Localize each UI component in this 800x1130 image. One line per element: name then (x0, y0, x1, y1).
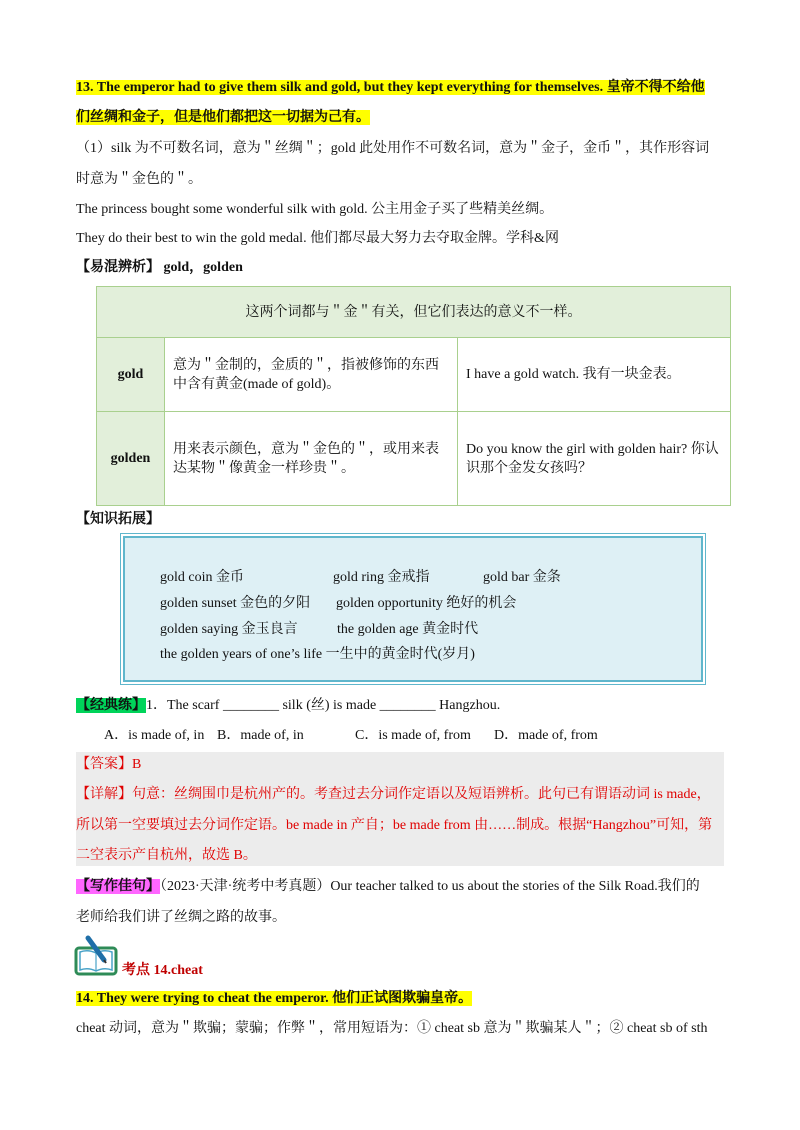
section13-example1: The princess bought some wonderful silk with gold. 公主用金子买了些精美丝绸。 (76, 202, 554, 217)
option-c: C．is made of, from (355, 728, 471, 743)
row-word-gold: gold (97, 338, 165, 412)
option-d: D．made of, from (494, 728, 598, 743)
example-line: 识那个金发女孩吗？ (466, 460, 592, 476)
expansion-item: gold bar 金条 (483, 570, 561, 585)
answer: 【答案】B (76, 757, 142, 772)
section13-title-line2: 们丝绸和金子，但是他们都把这一切据为己有。 (76, 110, 370, 125)
section14-note: cheat 动词，意为＂欺骗；蒙骗；作弊＂，常用短语为：① cheat sb 意为＂欺骗某人＂；② cheat sb of sth (76, 1021, 708, 1036)
table-row (97, 412, 731, 506)
expansion-heading: 【知识拓展】 (76, 512, 160, 527)
example-line: Do you know the girl with golden hair? 你认 (466, 441, 719, 457)
kaodian-label: 考点 14.cheat (122, 963, 203, 978)
exercise-question: 1．The scarf ________ silk (丝) is made ________ Hangzhou. (146, 698, 501, 713)
expansion-item: golden opportunity 绝好的机会 (336, 596, 517, 611)
exercise-tag: 【经典练】 (76, 698, 146, 713)
option-b: B．made of, in (217, 728, 304, 743)
meaning-line: 意为＂金制的，金质的＂，指被修饰的东西 (173, 357, 439, 373)
expansion-item: golden saying 金玉良言 (160, 622, 298, 637)
section14-title: 14. They were trying to cheat the emperor. 他们正试图欺骗皇帝。 (76, 991, 473, 1006)
meaning-line: 达某物＂像黄金一样珍贵＂。 (173, 460, 355, 476)
writing-line1 (76, 877, 724, 897)
example-line: I have a gold watch. 我有一块金表。 (466, 367, 681, 382)
detail-line2: 所以第一空要填过去分词作定语。be made in 产自；be made from 由……制成。根据“Hangzhou”可知，第 (76, 818, 713, 833)
confusion-heading-tag: 【易混辨析】 (76, 260, 160, 275)
detail-line3: 二空表示产自杭州，故选 B。 (76, 848, 257, 863)
exercise-question-line (76, 696, 724, 716)
confusion-table (96, 286, 731, 506)
expansion-item: the golden age 黄金时代 (337, 622, 479, 637)
section13-title-line1: 13. The emperor had to give them silk and gold, but they kept everything for themselves. 皇帝不得不给他 (76, 80, 705, 95)
expansion-item: the golden years of one’s life 一生中的黄金时代(岁月) (160, 647, 475, 662)
meaning-line: 中含有黄金(made of gold)。 (173, 376, 341, 392)
meaning-line: 用来表示颜色，意为＂金色的＂，或用来表 (173, 441, 439, 457)
writing-line2: 老师给我们讲了丝绸之路的故事。 (76, 910, 286, 925)
row-meaning-gold (165, 338, 458, 412)
row-example-golden (458, 412, 731, 506)
option-a: A．is made of, in (104, 728, 205, 743)
book-with-pen-icon (74, 934, 120, 976)
detail-line1: 【详解】句意：丝绸围巾是杭州产的。考查过去分词作定语以及短语辨析。此句已有谓语动词 is made， (76, 787, 711, 802)
writing-text: （2023·天津·统考中考真题）Our teacher talked to us about the stories of the Silk Road.我们的 (160, 879, 700, 894)
confusion-heading (76, 258, 724, 278)
writing-tag: 【写作佳句】 (76, 879, 160, 894)
confusion-table-header: 这两个词都与＂金＂有关，但它们表达的意义不一样。 (97, 287, 731, 338)
row-example-gold (458, 338, 731, 412)
expansion-box (123, 536, 703, 682)
section13-note-line1: （1）silk 为不可数名词，意为＂丝绸＂；gold 此处用作不可数名词，意为＂金子，金币＂，其作形容词 (76, 141, 710, 156)
expansion-item: golden sunset 金色的夕阳 (160, 596, 311, 611)
confusion-heading-words: gold，golden (160, 260, 243, 275)
expansion-item: gold coin 金币 (160, 570, 244, 585)
row-word-golden: golden (97, 412, 165, 506)
section13-example2: They do their best to win the gold medal. 他们都尽最大努力去夺取金牌。学科&网 (76, 231, 559, 246)
expansion-item: gold ring 金戒指 (333, 570, 430, 585)
section13-note-line2: 时意为＂金色的＂。 (76, 172, 202, 187)
table-row (97, 338, 731, 412)
row-meaning-golden (165, 412, 458, 506)
